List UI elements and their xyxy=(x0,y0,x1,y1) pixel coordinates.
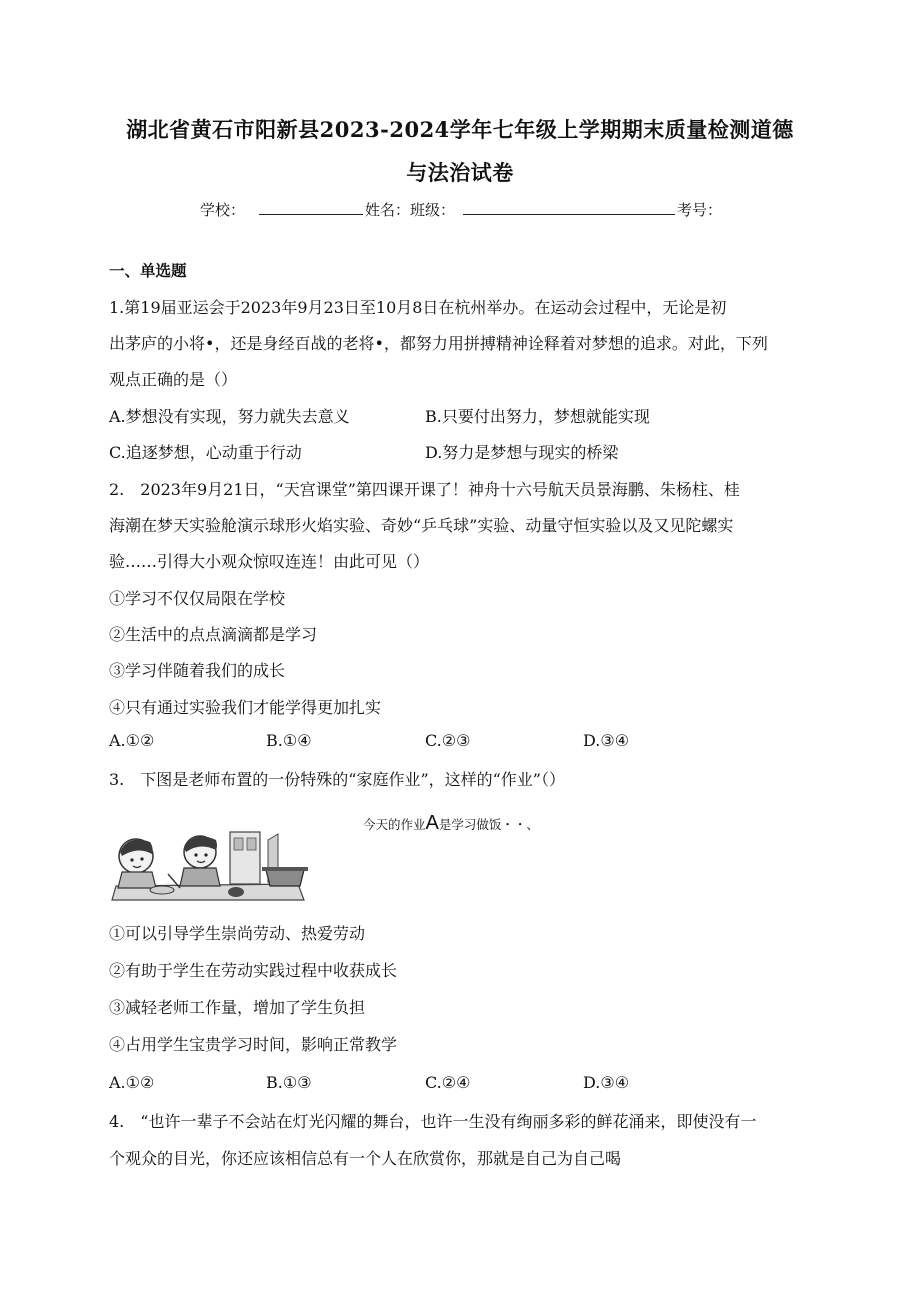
q2-option-d: D.③④ xyxy=(583,731,630,750)
q3-statement-2: ②有助于学生在劳动实践过程中收获成长 xyxy=(109,961,398,980)
q2-statement-2: ②生活中的点点滴滴都是学习 xyxy=(109,625,318,644)
q4-stem-line2: 个观众的目光，你还应该相信总有一个人在欣赏你，那就是自己为自己喝 xyxy=(109,1149,622,1168)
q2-stem-line2: 海潮在梦天实验舱演示球形火焰实验、奇妙“乒乓球”实验、动量守恒实验以及又见陀螺实 xyxy=(109,516,734,535)
q3-figure-caption xyxy=(363,812,539,835)
section-heading: 一、单选题 xyxy=(109,262,187,280)
school-label: 学校： xyxy=(200,201,246,219)
q1-option-b: B.只要付出努力，梦想就能实现 xyxy=(425,407,650,426)
class-blank xyxy=(463,200,675,215)
school-blank xyxy=(259,200,363,215)
q2-statement-1: ①学习不仅仅局限在学校 xyxy=(109,589,286,608)
exam-title-line2: 与法治试卷 xyxy=(406,160,514,185)
q3-option-a: A.①② xyxy=(109,1073,155,1092)
q3-caption-post: 是学习做饭・・、 xyxy=(438,817,539,832)
q2-option-c: C.②③ xyxy=(425,731,471,750)
q2-option-b: B.①④ xyxy=(266,731,312,750)
exam-no-label: 考号： xyxy=(677,201,723,219)
q1-option-a: A.梦想没有实现，努力就失去意义 xyxy=(109,407,350,426)
student-info-row xyxy=(200,199,722,220)
q3-stem-line1: 3. 下图是老师布置的一份特殊的“家庭作业”，这样的“作业”（） xyxy=(109,770,565,789)
q1-option-c: C.追逐梦想，心动重于行动 xyxy=(109,443,302,462)
q3-statement-1: ①可以引导学生崇尚劳动、热爱劳动 xyxy=(109,924,366,943)
q1-stem-line3: 观点正确的是（） xyxy=(109,370,238,389)
q2-stem-line1: 2. 2023年9月21日，“天宫课堂”第四课开课了！神舟十六号航天员景海鹏、朱杨柱、桂 xyxy=(109,480,740,499)
q2-statement-3: ③学习伴随着我们的成长 xyxy=(109,661,286,680)
q2-stem-line3: 验……引得大小观众惊叹连连！由此可见（） xyxy=(109,552,430,571)
q1-stem-line1: 1.第19届亚运会于2023年9月23日至10月8日在杭州举办。在运动会过程中，无论是初 xyxy=(109,298,727,317)
q3-caption-big: A xyxy=(425,812,439,834)
name-label: 姓名： xyxy=(365,201,411,219)
q2-statement-4: ④只有通过实验我们才能学得更加扎实 xyxy=(109,698,382,717)
q3-option-b: B.①③ xyxy=(266,1073,312,1092)
q4-stem-line1: 4. “也许一辈子不会站在灯光闪耀的舞台，也许一生没有绚丽多彩的鲜花涌来，即使没有一 xyxy=(109,1112,757,1131)
q1-option-d: D.努力是梦想与现实的桥梁 xyxy=(425,443,619,462)
cooking-children-illustration xyxy=(108,826,308,902)
q3-option-d: D.③④ xyxy=(583,1073,630,1092)
q3-statement-3: ③减轻老师工作量，增加了学生负担 xyxy=(109,998,366,1017)
q3-statement-4: ④占用学生宝贵学习时间，影响正常教学 xyxy=(109,1035,398,1054)
q2-option-a: A.①② xyxy=(109,731,155,750)
exam-title-line1: 湖北省黄石市阳新县2023-2024学年七年级上学期期末质量检测道德 xyxy=(126,117,794,142)
class-label: 班级： xyxy=(410,201,456,219)
q3-caption-pre: 今天的作业 xyxy=(363,817,426,832)
q1-stem-line2: 出茅庐的小将•，还是身经百战的老将•，都努力用拼搏精神诠释着对梦想的追求。对此，下列 xyxy=(109,334,768,353)
q3-option-c: C.②④ xyxy=(425,1073,471,1092)
